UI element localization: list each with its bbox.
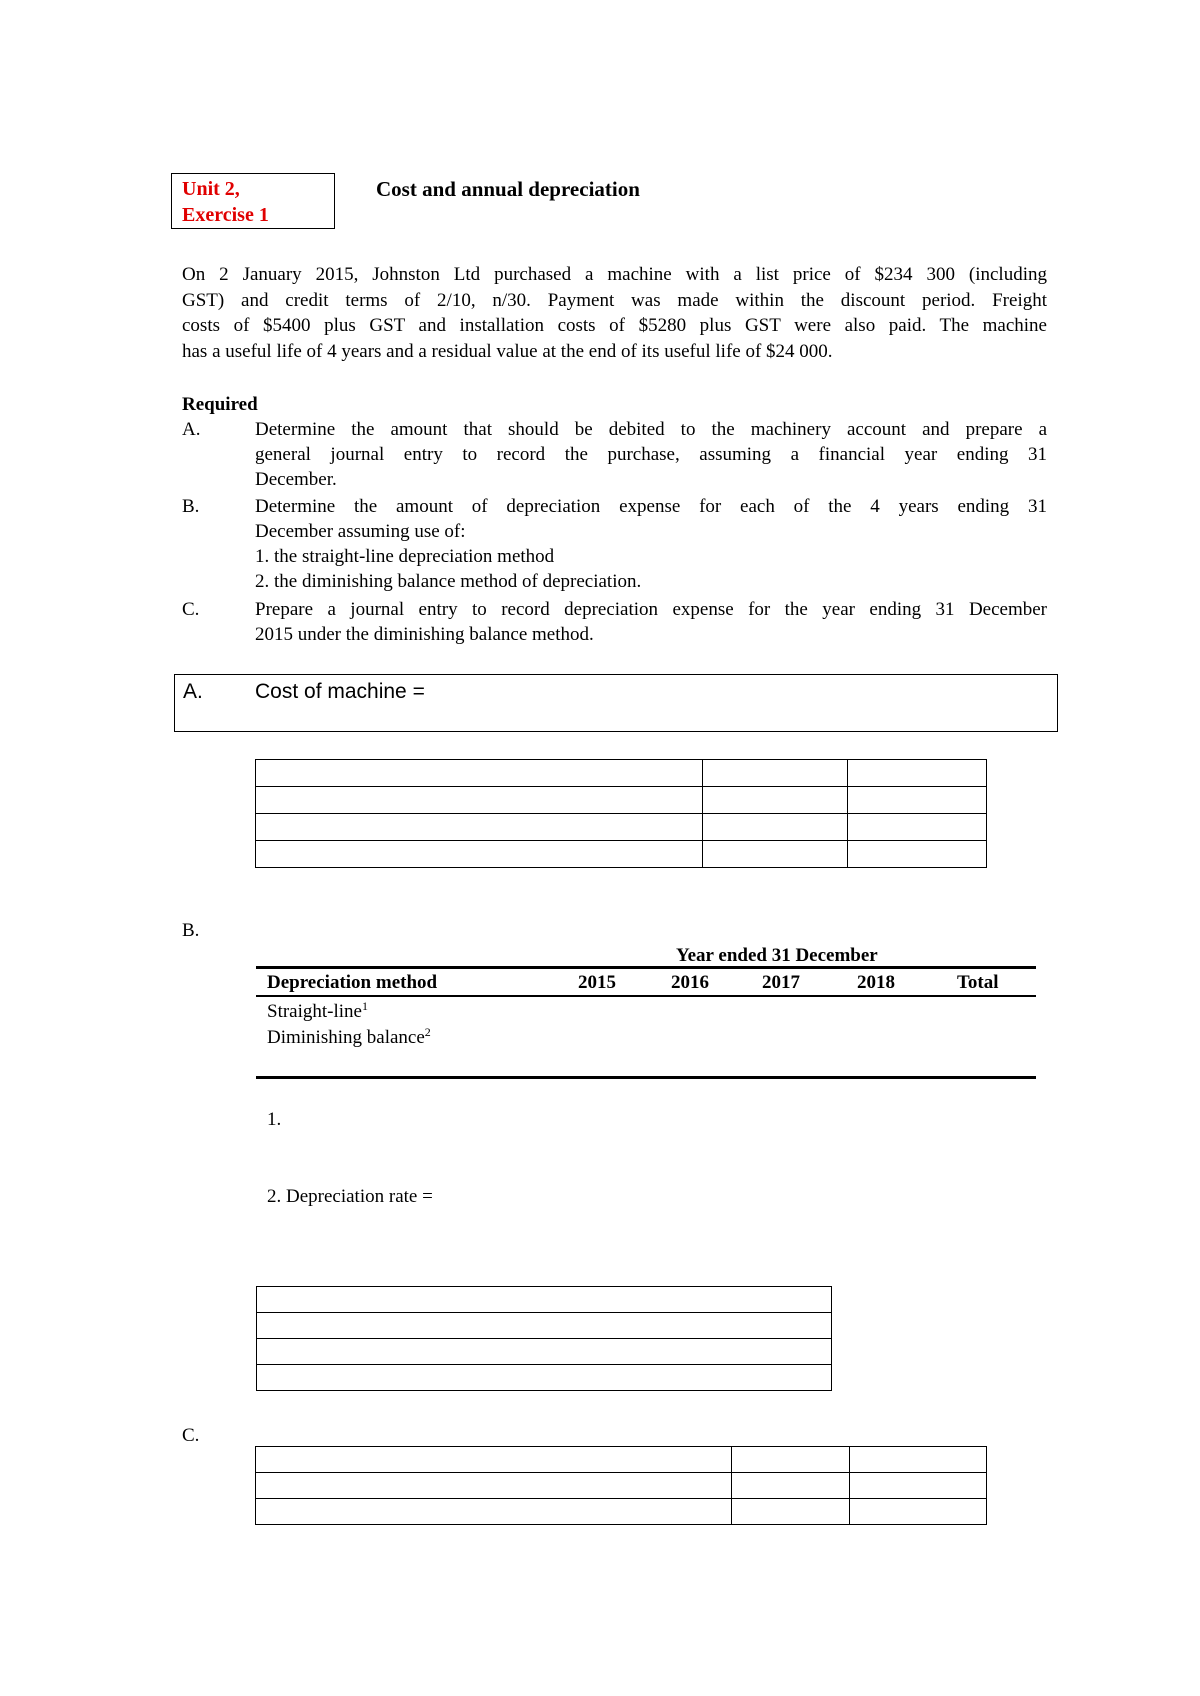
sub-item: 2. the diminishing balance method of depreciation.	[255, 571, 642, 592]
table-row	[256, 1473, 987, 1499]
table-cell[interactable]	[703, 787, 848, 814]
col-2015: 2015	[578, 972, 616, 993]
table-row	[256, 760, 987, 787]
table-row	[256, 1447, 987, 1473]
page-title: Cost and annual depreciation	[376, 177, 640, 201]
table-row	[256, 841, 987, 868]
answer-b-label: B.	[182, 920, 200, 941]
item-line: Determine the amount that should be debited to the machinery account and prepare a	[255, 419, 1047, 440]
table-cell[interactable]	[256, 814, 703, 841]
note-2-depreciation-rate: 2. Depreciation rate =	[267, 1186, 433, 1207]
table-cell[interactable]	[257, 1365, 832, 1391]
answer-a-label: A.	[183, 680, 203, 703]
table-cell[interactable]	[732, 1473, 850, 1499]
footnote-marker: 2	[424, 1025, 431, 1039]
item-line: Prepare a journal entry to record depreciation expense for the year ending 31 December	[255, 599, 1047, 620]
item-label: C.	[182, 599, 200, 620]
answer-c-label: C.	[182, 1425, 200, 1446]
cost-of-machine-box[interactable]	[174, 674, 1058, 732]
table-row	[257, 1313, 832, 1339]
required-heading: Required	[182, 394, 258, 415]
table-row	[257, 1339, 832, 1365]
table-cell[interactable]	[256, 787, 703, 814]
table-row	[256, 787, 987, 814]
row-label: Diminishing balance	[267, 1027, 425, 1048]
exercise-label: Exercise 1	[182, 204, 269, 226]
table-cell[interactable]	[257, 1287, 832, 1313]
table-bottom-rule	[256, 1076, 1036, 1079]
item-line: December.	[255, 469, 337, 490]
table-row	[256, 814, 987, 841]
table-cell[interactable]	[256, 1447, 732, 1473]
problem-line: costs of $5400 plus GST and installation costs of $5280 plus GST were also paid. The machine	[182, 315, 1047, 336]
table-cell[interactable]	[257, 1313, 832, 1339]
col-2017: 2017	[762, 972, 800, 993]
col-depreciation-method: Depreciation method	[267, 972, 438, 993]
table-cell[interactable]	[703, 841, 848, 868]
table-cell[interactable]	[848, 787, 987, 814]
table-cell[interactable]	[256, 1499, 732, 1525]
table-cell[interactable]	[257, 1339, 832, 1365]
table-top-rule	[256, 966, 1036, 969]
table-cell[interactable]	[256, 841, 703, 868]
item-line: general journal entry to record the purchase, assuming a financial year ending 31	[255, 444, 1047, 465]
table-cell[interactable]	[848, 814, 987, 841]
footnote-marker: 1	[361, 999, 368, 1013]
table-cell[interactable]	[256, 760, 703, 787]
row-diminishing-balance	[267, 1025, 431, 1050]
table-cell[interactable]	[850, 1499, 987, 1525]
unit-exercise-box	[171, 173, 335, 229]
note-1: 1.	[267, 1109, 282, 1130]
problem-line: GST) and credit terms of 2/10, n/30. Payment was made within the discount period. Freight	[182, 289, 1047, 311]
problem-statement	[182, 262, 1047, 364]
header-rule	[256, 995, 1036, 997]
cost-of-machine-label: Cost of machine =	[255, 680, 425, 703]
table-row	[256, 1499, 987, 1525]
col-2018: 2018	[857, 972, 895, 993]
item-line: Determine the amount of depreciation expense for each of the 4 years ending 31	[255, 496, 1047, 517]
problem-line: On 2 January 2015, Johnston Ltd purchased a machine with a list price of $234 300 (including	[182, 264, 1047, 285]
table-cell[interactable]	[703, 814, 848, 841]
table-cell[interactable]	[703, 760, 848, 787]
table-cell[interactable]	[850, 1473, 987, 1499]
table-cell[interactable]	[850, 1447, 987, 1473]
table-cell[interactable]	[848, 841, 987, 868]
problem-line: has a useful life of 4 years and a residual value at the end of its useful life of $24 000.	[182, 340, 833, 362]
unit-label: Unit 2,	[182, 178, 240, 200]
col-total: Total	[957, 972, 999, 993]
table-row	[257, 1365, 832, 1391]
item-line: December assuming use of:	[255, 521, 466, 542]
table-row	[257, 1287, 832, 1313]
item-line: 2015 under the diminishing balance method.	[255, 624, 594, 645]
row-straight-line	[267, 999, 368, 1024]
journal-table-c	[255, 1446, 987, 1525]
table-cell[interactable]	[732, 1499, 850, 1525]
sub-item: 1. the straight-line depreciation method	[255, 546, 555, 567]
item-label: A.	[182, 419, 201, 440]
year-header: Year ended 31 December	[676, 945, 878, 966]
item-label: B.	[182, 496, 200, 517]
col-2016: 2016	[671, 972, 709, 993]
journal-table-b	[256, 1286, 832, 1391]
journal-table-a	[255, 759, 987, 868]
table-cell[interactable]	[256, 1473, 732, 1499]
row-label: Straight-line	[267, 1001, 362, 1022]
table-cell[interactable]	[732, 1447, 850, 1473]
table-cell[interactable]	[848, 760, 987, 787]
